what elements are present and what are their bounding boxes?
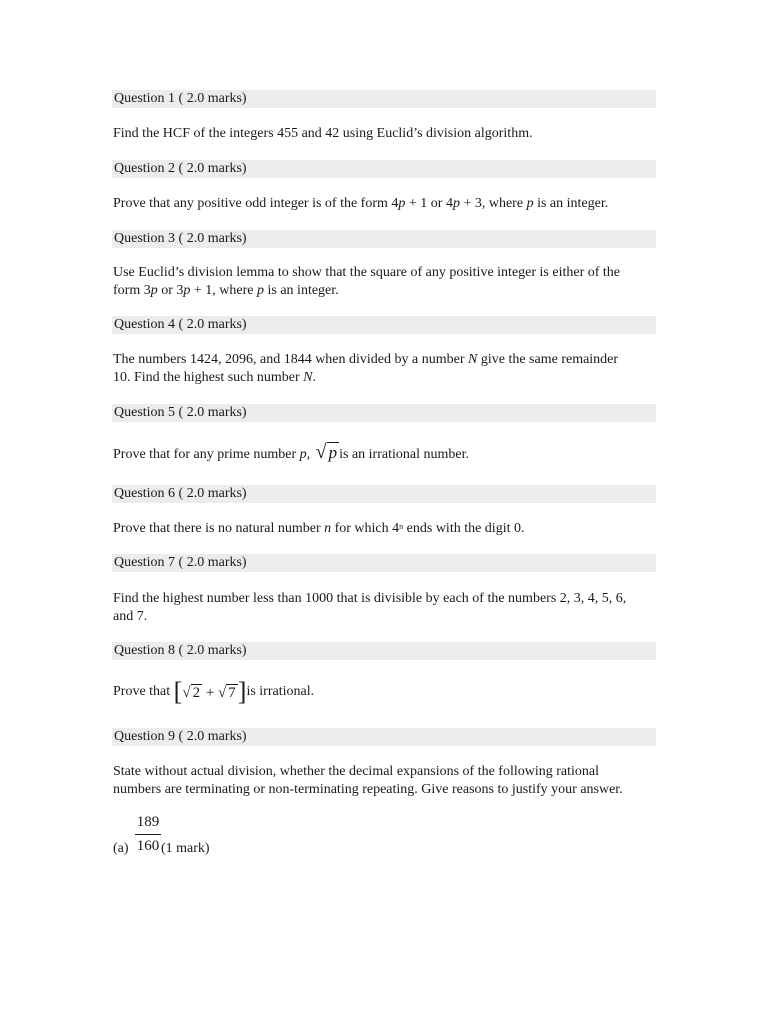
text-fragment: Prove that [113, 684, 171, 699]
question-3-header: Question 3 ( 2.0 marks) [112, 230, 656, 248]
question-7-header: Question 7 ( 2.0 marks) [112, 554, 656, 572]
text-fragment: The numbers 1424, 2096, and 1844 when divided by a number [113, 352, 465, 367]
text-fragment: . [312, 370, 316, 385]
variable-p: p [299, 447, 307, 462]
radical-argument: p [328, 443, 338, 462]
question-3-line-2 [113, 282, 658, 300]
part-label: (a) [113, 841, 129, 856]
text-fragment: + 1 or 4 [408, 196, 453, 211]
text-fragment: is an integer. [537, 196, 609, 211]
text-fragment: Prove that there is no natural number [113, 521, 321, 536]
question-8-text [113, 678, 658, 706]
exponent-n: n [399, 522, 404, 531]
question-9-line-2: numbers are terminating or non-terminating repeating. Give reasons to justify your answer. [113, 782, 623, 797]
question-7-line-2: and 7. [113, 609, 148, 624]
radical-sign: √ [218, 685, 227, 701]
question-7-line-1: Find the highest number less than 1000 that is divisible by each of the numbers 2, 3, 4, 5, 6, [113, 591, 627, 606]
question-5-header: Question 5 ( 2.0 marks) [112, 404, 656, 422]
question-3-line-1: Use Euclid’s division lemma to show that the square of any positive integer is either of the [113, 265, 621, 280]
variable-n: N [303, 370, 313, 385]
text-fragment: give the same remainder [480, 352, 619, 367]
text-fragment: is an irrational number. [339, 447, 469, 462]
question-4-line-1 [113, 351, 658, 369]
sqrt-p-expression [314, 442, 339, 463]
question-2-header: Question 2 ( 2.0 marks) [112, 160, 656, 178]
question-1-header: Question 1 ( 2.0 marks) [112, 90, 656, 108]
part-marks: (1 mark) [161, 841, 210, 856]
question-8-header: Question 8 ( 2.0 marks) [112, 642, 656, 660]
radical-sign: √ [315, 441, 327, 463]
question-6-text [113, 520, 658, 538]
variable-p: p [526, 196, 534, 211]
question-4-header: Question 4 ( 2.0 marks) [112, 316, 656, 334]
text-fragment: ends with the digit 0. [406, 521, 525, 536]
question-9-header: Question 9 ( 2.0 marks) [112, 728, 656, 746]
radical-argument: 2 [192, 685, 201, 701]
question-1-text: Find the HCF of the integers 455 and 42 using Euclid’s division algorithm. [113, 126, 533, 141]
fraction-numerator: 189 [136, 814, 160, 830]
radical-argument: 7 [228, 685, 236, 701]
radical-sign: √ [182, 685, 191, 701]
text-fragment: + 1, where [193, 283, 254, 298]
left-bracket: [ [173, 677, 183, 706]
question-6-header: Question 6 ( 2.0 marks) [112, 485, 656, 503]
text-fragment: , [306, 447, 311, 462]
text-fragment: Prove that for any prime number [113, 447, 297, 462]
question-2-text [113, 195, 658, 213]
question-9-line-1: State without actual division, whether the decimal expansions of the following rational [113, 764, 599, 779]
variable-p: p [398, 196, 406, 211]
fraction-denominator: 160 [136, 838, 160, 854]
variable-p: p [452, 196, 460, 211]
sqrt2-plus-sqrt7-expression [173, 677, 247, 706]
variable-p: p [150, 283, 158, 298]
text-fragment: form 3 [113, 283, 151, 298]
variable-p: p [183, 283, 191, 298]
fraction-bar [135, 834, 161, 835]
text-fragment: is irrational. [246, 684, 315, 699]
text-fragment: Prove that any positive odd integer is of the form 4 [113, 196, 399, 211]
variable-n: N [468, 352, 478, 367]
right-bracket: ] [237, 677, 247, 706]
text-fragment: 10. Find the highest such number [113, 370, 300, 385]
plus-sign: + [205, 685, 215, 701]
text-fragment: + 3, where [463, 196, 524, 211]
variable-p: p [257, 283, 264, 298]
question-5-text [113, 442, 658, 468]
text-fragment: or 3 [161, 283, 184, 298]
variable-n: n [324, 521, 332, 536]
text-fragment: is an integer. [267, 283, 339, 298]
question-4-line-2 [113, 369, 658, 387]
text-fragment: for which 4 [334, 521, 400, 536]
